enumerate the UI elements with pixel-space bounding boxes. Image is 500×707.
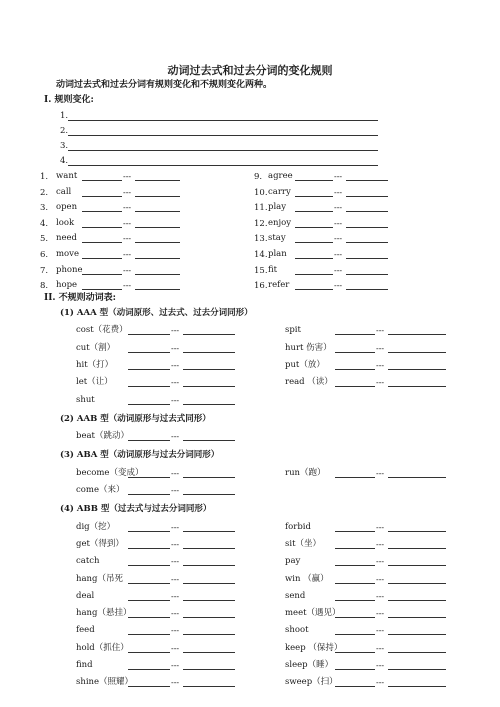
- dash-separator: ---: [171, 522, 180, 532]
- dash-separator: ---: [334, 234, 343, 244]
- verb-word: play: [268, 202, 287, 213]
- verb-word: forbid: [285, 521, 311, 532]
- dash-separator: ---: [123, 218, 132, 228]
- rule-answer-line[interactable]: [68, 135, 378, 136]
- past-participle-blank[interactable]: [183, 369, 235, 370]
- dash-separator: ---: [376, 626, 385, 636]
- group-label: (4) ABB 型（过去式与过去分词同形）: [60, 504, 212, 515]
- past-tense-blank[interactable]: [335, 477, 375, 478]
- past-participle-blank[interactable]: [135, 258, 180, 259]
- dash-separator: ---: [334, 172, 343, 181]
- verb-word: need: [56, 233, 77, 244]
- past-participle-blank[interactable]: [388, 386, 446, 387]
- dash-separator: ---: [171, 626, 180, 636]
- past-tense-blank[interactable]: [335, 352, 375, 353]
- verb-word: sleep（睡）: [285, 660, 334, 670]
- dash-separator: ---: [376, 522, 385, 532]
- past-participle-blank[interactable]: [346, 227, 388, 228]
- past-tense-blank[interactable]: [335, 617, 375, 618]
- past-participle-blank[interactable]: [183, 565, 235, 566]
- dash-separator: ---: [334, 250, 343, 259]
- dash-separator: ---: [171, 574, 180, 584]
- dash-separator: ---: [171, 326, 180, 336]
- past-tense-blank[interactable]: [82, 242, 122, 243]
- verb-word: move: [56, 249, 80, 259]
- item-number: 12.: [254, 218, 268, 229]
- past-participle-blank[interactable]: [388, 369, 446, 370]
- dash-separator: ---: [376, 661, 385, 670]
- verb-word: beat（跳动）: [76, 431, 129, 442]
- past-tense-blank[interactable]: [128, 352, 170, 353]
- past-participle-blank[interactable]: [183, 600, 235, 601]
- dash-separator: ---: [123, 265, 132, 275]
- dash-separator: ---: [123, 234, 132, 244]
- past-participle-blank[interactable]: [135, 211, 180, 212]
- past-participle-blank[interactable]: [388, 583, 446, 584]
- dash-separator: ---: [123, 172, 132, 181]
- past-tense-blank[interactable]: [295, 227, 333, 228]
- dash-separator: ---: [123, 281, 132, 291]
- dash-separator: ---: [376, 326, 385, 336]
- past-participle-blank[interactable]: [183, 352, 235, 353]
- past-participle-blank[interactable]: [135, 196, 180, 197]
- rule-number: 4.: [60, 156, 69, 166]
- past-participle-blank[interactable]: [183, 494, 235, 495]
- past-participle-blank[interactable]: [183, 686, 235, 687]
- section-irregular-heading: II. 不规则动词表:: [44, 293, 117, 303]
- dash-separator: ---: [376, 557, 385, 567]
- past-tense-blank[interactable]: [295, 258, 333, 259]
- item-number: 14.: [254, 250, 268, 260]
- dash-separator: ---: [123, 187, 132, 197]
- item-number: 4.: [40, 218, 49, 229]
- verb-word: shut: [76, 394, 95, 405]
- past-tense-blank[interactable]: [82, 258, 122, 259]
- past-participle-blank[interactable]: [346, 196, 388, 197]
- dash-separator: ---: [376, 678, 385, 688]
- dash-separator: ---: [171, 678, 180, 688]
- past-tense-blank[interactable]: [335, 583, 375, 584]
- past-participle-blank[interactable]: [346, 289, 388, 290]
- past-participle-blank[interactable]: [183, 440, 235, 441]
- dash-separator: ---: [171, 468, 180, 478]
- dash-separator: ---: [334, 281, 343, 291]
- verb-word: shine（照耀）: [76, 677, 134, 688]
- past-participle-blank[interactable]: [135, 274, 180, 275]
- rule-number: 3.: [60, 141, 69, 151]
- item-number: 8.: [40, 281, 49, 292]
- verb-word: become（变成）: [76, 467, 144, 478]
- verb-word: plan: [268, 249, 287, 259]
- group-label: (3) ABA 型（动词原形与过去分词同形）: [60, 450, 220, 461]
- verb-word: feed: [76, 625, 95, 636]
- past-participle-blank[interactable]: [388, 617, 446, 618]
- past-participle-blank[interactable]: [346, 180, 388, 181]
- past-participle-blank[interactable]: [388, 565, 446, 566]
- dash-separator: ---: [171, 486, 180, 495]
- dash-separator: ---: [334, 187, 343, 197]
- page-title: 动词过去式和过去分词的变化规则: [167, 64, 333, 77]
- verb-word: pay: [285, 556, 301, 567]
- past-tense-blank[interactable]: [295, 274, 333, 275]
- verb-word: carry: [268, 186, 291, 197]
- verb-word: look: [56, 217, 75, 228]
- past-tense-blank[interactable]: [128, 652, 170, 653]
- past-participle-blank[interactable]: [183, 652, 235, 653]
- group-label: (1) AAA 型（动词原形、过去式、过去分词同形）: [60, 308, 253, 318]
- dash-separator: ---: [334, 203, 343, 213]
- verb-word: enjoy: [268, 217, 292, 228]
- past-tense-blank[interactable]: [335, 531, 375, 532]
- past-participle-blank[interactable]: [346, 274, 388, 275]
- past-tense-blank[interactable]: [128, 548, 170, 549]
- dash-separator: ---: [376, 343, 385, 353]
- past-tense-blank[interactable]: [128, 386, 170, 387]
- verb-word: send: [285, 590, 306, 601]
- past-participle-blank[interactable]: [183, 386, 235, 387]
- section-regular-heading: Ⅰ. 规则变化:: [44, 95, 94, 105]
- item-number: 15.: [254, 265, 268, 276]
- past-participle-blank[interactable]: [388, 334, 446, 335]
- verb-word: keep （保持）: [285, 642, 343, 653]
- verb-word: run（跑）: [285, 467, 326, 478]
- item-number: 5.: [40, 234, 49, 245]
- verb-word: refer: [268, 280, 290, 291]
- item-number: 16.: [254, 281, 268, 292]
- item-number: 2.: [40, 187, 49, 198]
- verb-word: sweep（扫）: [285, 677, 338, 688]
- past-participle-blank[interactable]: [346, 242, 388, 243]
- verb-word: let（让）: [76, 377, 113, 388]
- past-tense-blank[interactable]: [82, 289, 122, 290]
- dash-separator: ---: [171, 609, 180, 619]
- verb-word: come（来）: [76, 485, 125, 495]
- past-participle-blank[interactable]: [183, 334, 235, 335]
- past-tense-blank[interactable]: [128, 477, 170, 478]
- dash-separator: ---: [171, 378, 180, 388]
- verb-word: stay: [268, 233, 286, 244]
- past-tense-blank[interactable]: [335, 634, 375, 635]
- past-tense-blank[interactable]: [335, 565, 375, 566]
- dash-separator: ---: [171, 395, 180, 405]
- past-tense-blank[interactable]: [335, 334, 375, 335]
- dash-separator: ---: [171, 343, 180, 353]
- past-participle-blank[interactable]: [183, 583, 235, 584]
- verb-word: hang（悬挂）: [76, 608, 132, 619]
- past-tense-blank[interactable]: [128, 634, 170, 635]
- past-tense-blank[interactable]: [128, 369, 170, 370]
- past-tense-blank[interactable]: [295, 196, 333, 197]
- verb-word: catch: [76, 556, 100, 567]
- verb-word: hope: [56, 280, 78, 291]
- dash-separator: ---: [171, 591, 180, 601]
- verb-word: cut（割）: [76, 342, 116, 353]
- past-participle-blank[interactable]: [388, 634, 446, 635]
- verb-word: get（得到）: [76, 538, 124, 549]
- past-tense-blank[interactable]: [335, 669, 375, 670]
- verb-word: cost（花费）: [76, 325, 128, 336]
- dash-separator: ---: [376, 591, 385, 601]
- past-tense-blank[interactable]: [82, 180, 122, 181]
- verb-word: sit（坐）: [285, 538, 321, 549]
- past-tense-blank[interactable]: [335, 600, 375, 601]
- verb-word: meet（遇见）: [285, 608, 341, 619]
- past-participle-blank[interactable]: [346, 211, 388, 212]
- verb-word: want: [56, 171, 78, 181]
- dash-separator: ---: [376, 360, 385, 370]
- past-participle-blank[interactable]: [135, 289, 180, 290]
- verb-word: open: [56, 202, 78, 213]
- dash-separator: ---: [171, 643, 180, 653]
- item-number: 3.: [40, 203, 49, 214]
- past-tense-blank[interactable]: [128, 440, 170, 441]
- past-participle-blank[interactable]: [183, 548, 235, 549]
- past-participle-blank[interactable]: [388, 352, 446, 353]
- past-participle-blank[interactable]: [346, 258, 388, 259]
- dash-separator: ---: [334, 265, 343, 275]
- verb-word: hold（抓住）: [76, 642, 129, 653]
- item-number: 11.: [254, 203, 268, 214]
- verb-word: call: [56, 186, 72, 197]
- verb-word: hit（打）: [76, 359, 114, 370]
- dash-separator: ---: [171, 557, 180, 567]
- past-tense-blank[interactable]: [128, 531, 170, 532]
- past-participle-blank[interactable]: [388, 548, 446, 549]
- item-number: 1.: [40, 172, 49, 182]
- verb-word: spit: [285, 325, 301, 336]
- past-tense-blank[interactable]: [82, 274, 122, 275]
- past-participle-blank[interactable]: [183, 617, 235, 618]
- dash-separator: ---: [376, 468, 385, 478]
- verb-word: win （赢）: [285, 573, 329, 584]
- past-tense-blank[interactable]: [82, 227, 122, 228]
- rule-answer-line[interactable]: [68, 150, 378, 151]
- verb-word: hang（吊死: [76, 573, 123, 584]
- past-participle-blank[interactable]: [388, 531, 446, 532]
- past-tense-blank[interactable]: [335, 548, 375, 549]
- rule-answer-line[interactable]: [68, 120, 378, 121]
- verb-word: shoot: [285, 625, 309, 636]
- verb-word: dig（挖）: [76, 521, 116, 532]
- intro-text: 动词过去式和过去分词有规则变化和不规则变化两种。: [56, 80, 273, 90]
- dash-separator: ---: [376, 609, 385, 619]
- past-tense-blank[interactable]: [128, 565, 170, 566]
- past-participle-blank[interactable]: [388, 669, 446, 670]
- past-tense-blank[interactable]: [295, 289, 333, 290]
- rule-answer-line[interactable]: [68, 165, 378, 166]
- past-tense-blank[interactable]: [335, 369, 375, 370]
- past-tense-blank[interactable]: [295, 211, 333, 212]
- dash-separator: ---: [171, 539, 180, 549]
- past-participle-blank[interactable]: [183, 634, 235, 635]
- verb-word: read （读）: [285, 377, 333, 388]
- past-participle-blank[interactable]: [388, 477, 446, 478]
- past-tense-blank[interactable]: [128, 600, 170, 601]
- verb-word: put（放）: [285, 359, 325, 370]
- past-tense-blank[interactable]: [128, 404, 170, 405]
- verb-word: fit: [268, 264, 278, 275]
- dash-separator: ---: [376, 643, 385, 653]
- past-tense-blank[interactable]: [82, 211, 122, 212]
- verb-word: hurt 伤害）: [285, 342, 332, 353]
- verb-word: deal: [76, 590, 95, 601]
- dash-separator: ---: [123, 250, 132, 259]
- past-tense-blank[interactable]: [335, 386, 375, 387]
- rule-number: 2.: [60, 126, 69, 136]
- verb-word: phone: [56, 264, 83, 275]
- item-number: 7.: [40, 265, 49, 276]
- dash-separator: ---: [171, 432, 180, 442]
- past-tense-blank[interactable]: [335, 652, 375, 653]
- dash-separator: ---: [334, 218, 343, 228]
- group-label: (2) AAB 型（动词原形与过去式同形）: [60, 413, 211, 424]
- dash-separator: ---: [376, 574, 385, 584]
- item-number: 6.: [40, 250, 49, 260]
- past-participle-blank[interactable]: [183, 477, 235, 478]
- past-tense-blank[interactable]: [335, 686, 375, 687]
- verb-word: find: [76, 660, 93, 670]
- past-tense-blank[interactable]: [128, 334, 170, 335]
- past-tense-blank[interactable]: [128, 583, 170, 584]
- past-tense-blank[interactable]: [128, 617, 170, 618]
- item-number: 9.: [254, 172, 263, 182]
- dash-separator: ---: [171, 360, 180, 370]
- past-participle-blank[interactable]: [388, 686, 446, 687]
- past-participle-blank[interactable]: [183, 669, 235, 670]
- past-tense-blank[interactable]: [82, 196, 122, 197]
- past-tense-blank[interactable]: [295, 180, 333, 181]
- past-tense-blank[interactable]: [295, 242, 333, 243]
- past-participle-blank[interactable]: [135, 242, 180, 243]
- past-participle-blank[interactable]: [183, 404, 235, 405]
- past-participle-blank[interactable]: [135, 180, 180, 181]
- past-tense-blank[interactable]: [128, 686, 170, 687]
- dash-separator: ---: [171, 661, 180, 670]
- verb-word: agree: [268, 171, 293, 181]
- rule-number: 1.: [60, 111, 69, 121]
- item-number: 10.: [254, 187, 268, 198]
- past-tense-blank[interactable]: [128, 669, 170, 670]
- past-participle-blank[interactable]: [388, 600, 446, 601]
- past-participle-blank[interactable]: [183, 531, 235, 532]
- dash-separator: ---: [376, 378, 385, 388]
- past-tense-blank[interactable]: [128, 494, 170, 495]
- item-number: 13.: [254, 234, 268, 245]
- dash-separator: ---: [123, 203, 132, 213]
- past-participle-blank[interactable]: [388, 652, 446, 653]
- dash-separator: ---: [376, 539, 385, 549]
- past-participle-blank[interactable]: [135, 227, 180, 228]
